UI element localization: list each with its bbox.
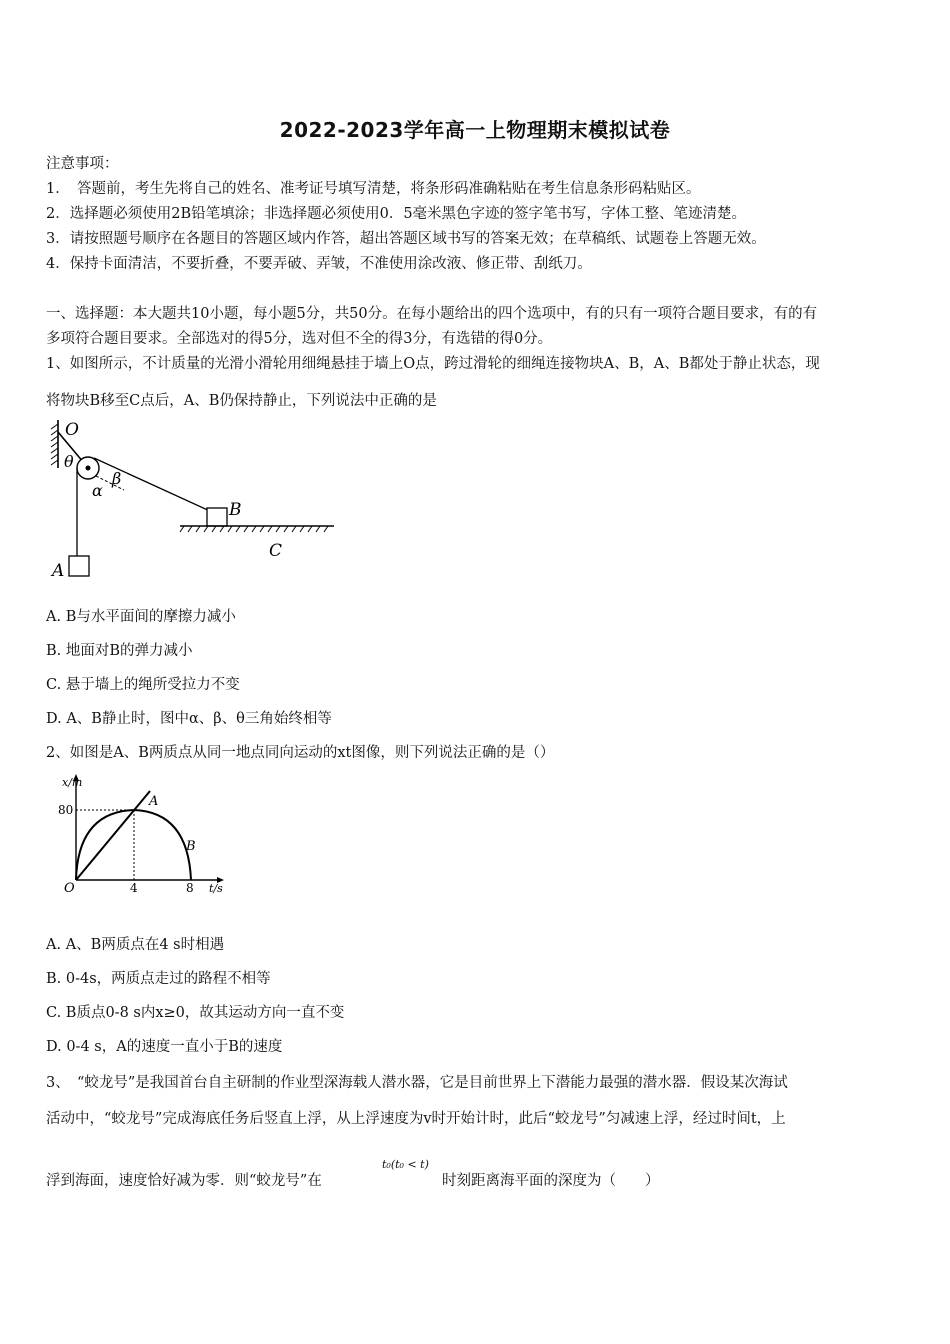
q3-stem-line3a: 浮到海面，速度恰好减为零．则“蛟龙号”在	[46, 1173, 322, 1189]
label-theta: θ	[64, 452, 74, 471]
x-axis-label: t/s	[209, 882, 223, 895]
section-instructions-line2: 多项符合题目要求。全部选对的得5分，选对但不全的得3分，有选错的得0分。	[46, 331, 553, 347]
wall-hatching	[51, 424, 58, 465]
label-curve-b: B	[186, 839, 196, 854]
notice-item-1: 1． 答题前，考生先将自己的姓名、准考证号填写清楚，将条形码准确粘贴在考生信息条形码粘贴区。	[46, 181, 701, 197]
q2-xt-graph	[54, 772, 234, 896]
q2-option-c: C. B质点0-8 s内x≥0，故其运动方向一直不变	[46, 1005, 345, 1021]
notice-item-3: 3．请按照题号顺序在各题目的答题区域内作答，超出答题区域书写的答案无效；在草稿纸、试题卷上答题无效。	[46, 231, 766, 247]
tick-4: 4	[130, 881, 138, 895]
block-b	[207, 508, 227, 526]
q1-option-c: C. 悬于墙上的绳所受拉力不变	[46, 677, 240, 693]
q3-stem-line1: 3、 “蛟龙号”是我国首台自主研制的作业型深海载人潜水器，它是目前世界上下潜能力最强的潜水器．假设某次海试	[46, 1075, 788, 1091]
origin-label: O	[64, 881, 75, 896]
q3-math-t0: t₀(t₀ < t)	[382, 1158, 429, 1171]
tick-80: 80	[58, 803, 74, 817]
q2-stem: 2、如图是A、B两质点从同一地点同向运动的xt图像，则下列说法正确的是（）	[46, 745, 555, 761]
q1-stem-line1: 1、如图所示，不计质量的光滑小滑轮用细绳悬挂于墙上O点，跨过滑轮的细绳连接物块A、B，A、B都处于静止状态，现	[46, 356, 820, 372]
curve-b	[76, 810, 191, 880]
label-beta: β	[112, 469, 122, 488]
label-line-a: A	[149, 794, 159, 809]
block-a	[69, 556, 89, 576]
section-instructions-line1: 一、选择题：本大题共10小题，每小题5分，共50分。在每小题给出的四个选项中，有的只有一项符合题目要求，有的有	[46, 306, 818, 322]
q2-option-b: B. 0-4s，两质点走过的路程不相等	[46, 971, 271, 987]
page-title: 2022-2023学年高一上物理期末模拟试卷	[279, 118, 671, 142]
label-c: C	[269, 541, 283, 561]
notice-item-4: 4．保持卡面清洁，不要折叠，不要弄破、弄皱，不准使用涂改液、修正带、刮纸刀。	[46, 256, 592, 272]
label-b: B	[229, 500, 242, 520]
q1-option-a: A. B与水平面间的摩擦力减小	[46, 609, 236, 625]
q1-option-d: D. A、B静止时，图中α、β、θ三角始终相等	[46, 711, 332, 727]
q1-stem-line2: 将物块B移至C点后，A、B仍保持静止，下列说法中正确的是	[46, 393, 437, 409]
tick-8: 8	[186, 881, 194, 895]
label-o: O	[65, 420, 79, 440]
y-axis-label: x/m	[62, 776, 83, 789]
q1-option-b: B. 地面对B的弹力减小	[46, 643, 193, 659]
q3-stem-line2: 活动中，“蛟龙号”完成海底任务后竖直上浮，从上浮速度为v时开始计时，此后“蛟龙号”匀减速上浮，经过时间t，上	[46, 1111, 786, 1127]
q1-pulley-diagram	[44, 418, 344, 584]
q3-stem-line3b: 时刻距离海平面的深度为（ ）	[442, 1173, 660, 1189]
label-alpha: α	[92, 481, 103, 500]
q2-option-d: D. 0-4 s，A的速度一直小于B的速度	[46, 1039, 283, 1055]
notice-heading: 注意事项：	[46, 156, 119, 172]
label-a: A	[52, 561, 65, 581]
ground-hatching	[180, 526, 328, 532]
notice-item-2: 2．选择题必须使用2B铅笔填涂；非选择题必须使用0．5毫米黑色字迹的签字笔书写，字体工整、笔迹清楚。	[46, 206, 747, 222]
q2-option-a: A. A、B两质点在4 s时相遇	[46, 937, 225, 953]
